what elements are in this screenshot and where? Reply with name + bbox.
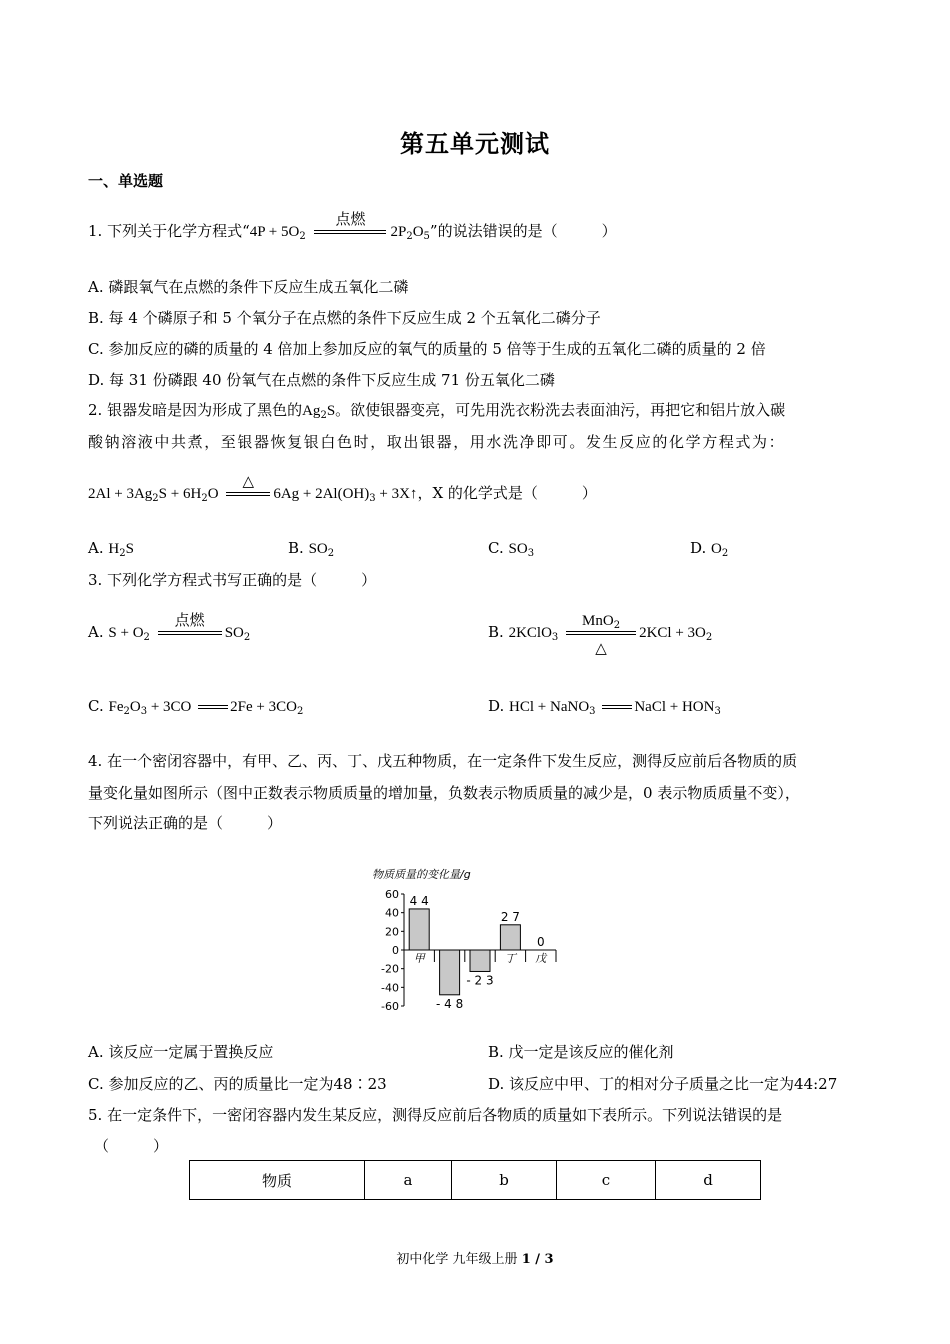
q1-eq-right: 2P <box>390 224 407 240</box>
q1-post: ”的说法错误的是（ <box>429 222 558 240</box>
value-label: 0 <box>536 935 545 949</box>
category-label: 戊 <box>535 952 547 965</box>
y-tick-label: 60 <box>385 888 399 901</box>
page-number: 1 / 3 <box>521 1252 554 1267</box>
question-3: 3. 下列化学方程式书写正确的是（ ） <box>88 571 377 589</box>
q1-option-d: D. 每 31 份磷跟 40 份氧气在点燃的条件下反应生成 71 份五氧化二磷 <box>88 371 555 389</box>
mass-change-bar-chart <box>366 862 566 1017</box>
y-tick-label: -20 <box>381 962 399 976</box>
q4-option-d: D. 该反应中甲、丁的相对分子质量之比一定为44:27 <box>488 1075 838 1093</box>
bar-乙 <box>440 950 460 995</box>
q3-option-d: D. HCl + NaNO$_3$ NaCl + $HON_3$ <box>488 697 721 717</box>
question-2-equation: $2Al + 3Ag_2S + 6H_2O$ △ $6Ag + 2Al(OH)_3$ + 3X↑，X 的化学式是（ ） <box>88 472 597 504</box>
q1-option-a: A. 磷跟氧气在点燃的条件下反应生成五氧化二磷 <box>88 278 409 296</box>
value-label: 2 7 <box>500 909 520 924</box>
q2-option-c: C. $SO_3$ <box>488 539 535 559</box>
q1-eq-left: 4P + 5O <box>249 224 300 240</box>
q1-option-b: B. 每 4 个磷原子和 5 个氧分子在点燃的条件下反应生成 2 个五氧化二磷分子 <box>88 309 601 327</box>
question-4-line3: 下列说法正确的是（ ） <box>88 814 283 832</box>
value-label: 4 4 <box>409 893 429 908</box>
question-4-line2: 量变化量如图所示（图中正数表示物质质量的增加量，负数表示物质质量的减少是，0 表示物质质量不变）， <box>88 784 800 802</box>
mass-table <box>189 1160 761 1200</box>
q3-option-b: B. 2KClO$_3$ MnO$_2$ △ $2KCl + 3O_2$ <box>488 613 713 657</box>
q1-option-c: C. 参加反应的磷的质量的 4 倍加上参加反应的氧气的质量的 5 倍等于生成的五氧化二磷的质量的 2 倍 <box>88 340 766 358</box>
q3-option-c: C. $Fe_2O_3 + 3CO$ $2Fe + 3CO_2$ <box>88 697 304 717</box>
question-1: 1. 下列关于化学方程式“$4P + 5O_2$ 点燃 $2P_2O_5$”的说法错误的是（ ） <box>88 210 617 242</box>
question-2-line1: 2. 银器发暗是因为形成了黑色的$Ag_2S$。欲使银器变亮，可先用洗衣粉洗去表面油污，再把它和铝片放入碳 <box>88 401 786 421</box>
section-heading: 一、单选题 <box>88 172 164 190</box>
table-header-cell: 物质 <box>190 1161 365 1200</box>
q3-option-a: A. $S + O_2$ 点燃 $SO_2$ <box>88 611 251 643</box>
table-header-cell: c <box>557 1161 656 1200</box>
table-header-row <box>190 1161 761 1200</box>
y-tick-label: 20 <box>385 925 399 939</box>
q1-pre: 1. 下列关于化学方程式“ <box>88 222 250 240</box>
question-2-line2: 酸钠溶液中共煮，至银器恢复银白色时，取出银器，用水洗净即可。发生反应的化学方程式为： <box>88 433 786 451</box>
q4-option-a: A. 该反应一定属于置换反应 <box>88 1043 274 1061</box>
page-title: 第五单元测试 <box>400 129 550 158</box>
question-5-line2: （ ） <box>94 1137 169 1155</box>
q2-option-d: D. $O_2$ <box>690 539 729 559</box>
y-tick-label: -60 <box>381 1000 399 1013</box>
chart-title: 物质质量的变化量/g <box>372 868 471 881</box>
page-footer: 初中化学 九年级上册 1 / 3 <box>396 1252 554 1267</box>
question-5-line1: 5. 在一定条件下，一密闭容器内发生某反应，测得反应前后各物质的质量如下表所示。下列说法错误的是 <box>88 1106 783 1124</box>
y-tick-label: 0 <box>392 944 399 957</box>
table-header-cell: d <box>656 1161 761 1200</box>
q2-condition: △ <box>242 472 255 490</box>
y-tick-label: 40 <box>385 906 399 920</box>
q4-option-b: B. 戊一定是该反应的催化剂 <box>488 1043 674 1061</box>
q2-option-b: B. $SO_2$ <box>288 539 335 559</box>
question-4-line1: 4. 在一个密闭容器中，有甲、乙、丙、丁、戊五种物质，在一定条件下发生反应，测得反应前后各物质的质 <box>88 752 798 770</box>
q1-condition: 点燃 <box>335 210 366 228</box>
value-label: - 4 8 <box>435 996 464 1011</box>
bar-丙 <box>470 950 490 971</box>
q4-option-c: C. 参加反应的乙、丙的质量比一定为48∶23 <box>88 1075 387 1093</box>
q3a-condition: 点燃 <box>174 611 205 629</box>
bar-甲 <box>409 909 429 950</box>
category-label: 甲 <box>413 952 425 965</box>
table-header-cell: b <box>452 1161 557 1200</box>
y-tick-label: -40 <box>381 981 399 995</box>
table-header-cell: a <box>365 1161 452 1200</box>
q2-option-a: A. $H_2S$ <box>88 539 134 559</box>
category-label: 丁 <box>504 952 516 965</box>
value-label: - 2 3 <box>466 973 494 988</box>
bar-丁 <box>500 925 520 950</box>
